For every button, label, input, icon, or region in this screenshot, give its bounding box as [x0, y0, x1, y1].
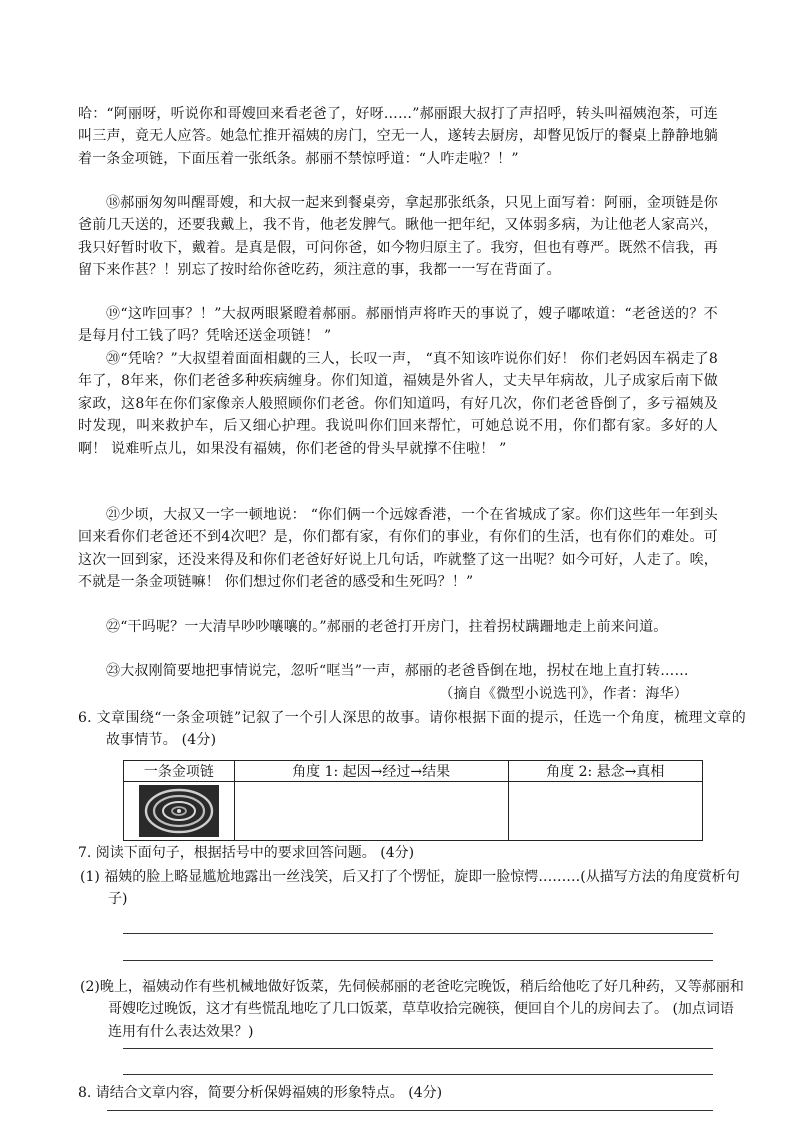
- plot-table: [123, 760, 703, 841]
- answer-line-7-2a[interactable]: [123, 1048, 713, 1049]
- source-citation: （摘自《微型小说选刊》，作者：海华）: [439, 686, 688, 702]
- answer-line-7-1b[interactable]: [123, 960, 713, 961]
- question-6: 6. 文章围绕“一条金项链”记叙了一个引人深思的故事。请你根据下面的提示，任选一个角度，梳理文章的故事情节。 (4分): [78, 710, 746, 749]
- answer-line-7-1a[interactable]: [123, 933, 713, 934]
- answer-line-7-2b[interactable]: [123, 1074, 713, 1075]
- story-paragraph-22: ㉒“干吗呢？一大清早吵吵嚷嚷的。”郝丽的老爸打开房门，拄着拐杖蹒跚地走上前来问道。: [106, 619, 668, 635]
- plot-col-angle-1: 角度 1: 起因→经过→结果: [234, 761, 508, 782]
- story-paragraph-19: ⑲“这咋回事？！”大叔两眼紧瞪着郝丽。郝丽悄声将昨天的事说了，嫂子嘟哝道：“老爸送的？不是每月付工钱了吗？凭啥还送金项链！ ”: [78, 306, 718, 345]
- gold-necklace-photo-icon: [124, 782, 235, 841]
- plot-table-header: [124, 761, 703, 782]
- angle-2-answer-cell[interactable]: [508, 782, 702, 841]
- plot-col-necklace: 一条金项链: [124, 761, 235, 782]
- story-paragraph-intro: 哈：“阿丽呀，听说你和哥嫂回来看老爸了，好呀……”郝丽跟大叔打了声招呼，转头叫福姨泡茶，可连叫三声，竟无人应答。她急忙推开福姨的房门，空无一人，遂转去厨房，却瞥见饭厅的餐桌上静静地躺着一条金项链，下面压着一张纸条。郝丽不禁惊呼道：“人咋走啦？！”: [78, 106, 718, 167]
- answer-line-8[interactable]: [107, 1110, 713, 1111]
- question-7-sentence-2: (2)晚上，福姨动作有些机械地做好饭菜，先伺候郝丽的老爸吃完晚饭，稍后给他吃了好几种药，又等郝丽和哥嫂吃过晚饭，这才有些慌乱地吃了几口饭菜，草草收拾完碗筷，便回自个儿的房间去了。 (加点词语连用有什么表达效果？): [80, 979, 744, 1040]
- story-paragraph-23: ㉓大叔刚简要地把事情说完，忽听“哐当”一声，郝丽的老爸昏倒在地，拐杖在地上直打转……: [106, 663, 689, 679]
- plot-col-angle-2: 角度 2: 悬念→真相: [508, 761, 702, 782]
- angle-1-answer-cell[interactable]: [234, 782, 508, 841]
- story-paragraph-18: ⑱郝丽匆匆叫醒哥嫂，和大叔一起来到餐桌旁，拿起那张纸条，只见上面写着：阿丽，金项链是你爸前几天送的，还要我戴上，我不肯，他老发脾气。瞅他一把年纪，又体弱多病，为让他老人家高兴，我只好暂时收下，戴着。是真是假，可问你爸，如今物归原主了。我穷，但也有尊严。既然不信我，再留下来作甚？！别忘了按时给你爸吃药，须注意的事，我都一一写在背面了。: [78, 195, 718, 279]
- story-paragraph-21: ㉑少顷，大叔又一字一顿地说： “你们俩一个远嫁香港，一个在省城成了家。你们这些年一年到头回来看你们老爸还不到4次吧？是，你们都有家，有你们的事业，有你们的生活，也有你们的难处。可这次一回到家，还没来得及和你们老爸好好说上几句话，咋就整了这一出呢？如今可好，人走了。唉，不就是一条金项链嘛！ 你们想过你们老爸的感受和生死吗？！”: [78, 507, 718, 591]
- question-7: 7. 阅读下面句子，根据括号中的要求回答问题。 (4分): [78, 845, 415, 861]
- question-7-sentence-1: (1) 福姨的脸上略显尴尬地露出一丝浅笑，后又打了个愣怔，旋即一脸惊愕………(从描写方法的角度赏析句子): [80, 869, 740, 908]
- story-paragraph-20: ⑳“凭啥？”大叔望着面面相觑的三人，长叹一声， “真不知该咋说你们好！ 你们老妈因车祸走了8年了，8年来，你们老爸多种疾病缠身。你们知道，福姨是外省人，丈夫早年病故，儿子成家后南下做家政，这8年在你们家像亲人般照顾你们老爸。你们知道吗，有好几次，你们老爸昏倒了，多亏福姨及时发现，叫来救护车，后又细心护理。我说叫你们回来帮忙，可她总说不用，你们都有家。多好的人啊！ 说难听点儿，如果没有福姨，你们老爸的骨头早就撑不住啦！ ”: [78, 351, 718, 457]
- plot-table-answer-row: [124, 782, 703, 841]
- question-8: 8. 请结合文章内容，简要分析保姆福姨的形象特点。 (4分): [78, 1085, 443, 1101]
